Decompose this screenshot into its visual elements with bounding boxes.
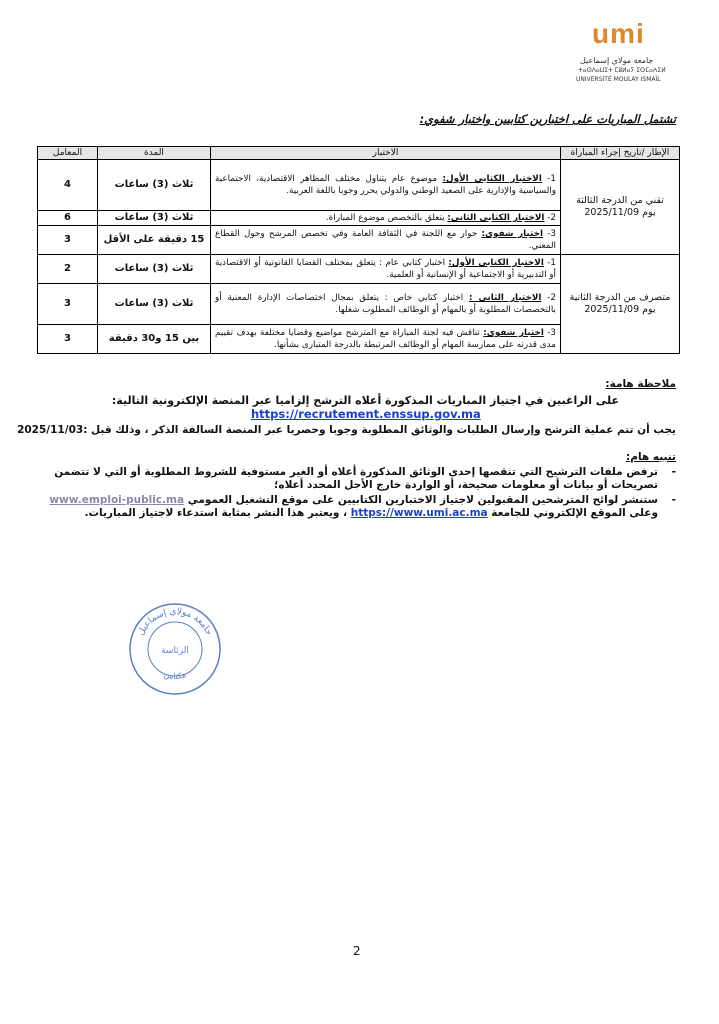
exam-title: الاختبار الثاني : [468, 293, 542, 303]
stamp-top-text: جامعة مولاي إسماعيل [136, 606, 214, 638]
logo-french-name: UNIVERSITÉ MOULAY ISMAÏL [576, 76, 661, 83]
exam-title: اختبار شفوي: [481, 229, 543, 239]
exam-cell [211, 160, 561, 211]
duration-cell: ثلاث (3) ساعات [98, 284, 211, 325]
logo-tifinagh-name: ⵜⴰⵙⴷⴰⵡⵉⵜ ⵎⵓⵍⴰⵢ ⵉⵙⵎⴰⵄⵉⵍ [578, 67, 666, 74]
bullet-text [36, 494, 658, 520]
logo-arabic-name: جامعة مولاي إسماعيل [580, 56, 654, 65]
umi-website-link[interactable]: https://www.umi.ac.ma [350, 507, 488, 519]
exam-number: 3- [547, 229, 557, 239]
bullet2-text-a: ستنشر لوائح المترشحين المقبولين لاجتياز الاختبارين الكتابيين على موقع التشغيل العمومي [187, 494, 658, 506]
official-stamp [128, 602, 222, 696]
table-row [38, 160, 680, 211]
warning-bullet-2 [36, 494, 676, 520]
exam-number: 2- [547, 293, 556, 303]
header-frame: الإطار /تاريخ إجراء المباراة [561, 147, 680, 160]
page-number: 2 [353, 944, 361, 958]
frame-title: تقني من الدرجة الثالثة [576, 195, 664, 206]
exam-description: تناقش فيه لجنة المباراة مع المترشح مواضيع وقضايا مختلفة بهدف تقييم مدى قدرته على ممارسة المهام أو الوظائف المرتبطة بالدرجة المتبارى بشأنها. [215, 328, 556, 350]
duration-cell: ثلاث (3) ساعات [98, 211, 211, 226]
exam-cell [211, 226, 561, 255]
exam-description: حوار مع اللجنة في الثقافة العامة وفي تخصص المرشح وحول القطاع المعني. [215, 229, 556, 251]
bullet2-text-c: ، ويعتبر هذا النشر بمثابة استدعاء لاجتياز المباريات. [84, 507, 348, 519]
exam-title: اختبار شفوي: [483, 328, 544, 338]
exam-cell [211, 211, 561, 226]
duration-cell: 15 دقيقة على الأقل [98, 226, 211, 255]
stamp-mid-text: الرئاسة [161, 646, 189, 656]
exam-cell [211, 255, 561, 284]
coefficient-cell: 6 [38, 211, 98, 226]
frame-date: يوم 2025/11/09 [584, 207, 656, 218]
coefficient-cell: 2 [38, 255, 98, 284]
exam-number: 2- [547, 213, 556, 223]
bullet-text: ترفض ملفات الترشيح التي تنقصها إحدى الوثائق المذكورة أعلاه أو الغير مستوفية للشروط المطلوبة أو التي لا تتضمن تصريحات أو بيانات أو معلومات صحيحة، أو الواردة خارج الأجل المحدد أعلاه؛ [54, 466, 658, 491]
note-line1: على الراغبين في اجتياز المباريات المذكورة أعلاه الترشح إلزاميا عبر المنصة الإلكترونية التالية: [111, 394, 619, 407]
frame-date: يوم 2025/11/09 [584, 304, 656, 315]
frame-title: متصرف من الدرجة الثانية [569, 292, 671, 303]
warning-heading: تنبيه هام: [626, 451, 676, 463]
note-deadline-line: يجب أن تتم عملية الترشح وإرسال الطلبات والوثائق المطلوبة وجوبا وحصريا عبر المنصة السالفة الذكر ، وذلك قبل :2025/11/03 [17, 424, 676, 436]
exam-title: الاختبار الكتابي الأول: [442, 174, 542, 184]
frame-cell [561, 255, 680, 354]
exam-title: الاختبار الكتابي الأول: [448, 258, 544, 268]
exam-number: 3- [547, 328, 557, 338]
exams-table [37, 146, 680, 354]
university-logo [560, 18, 680, 83]
table-header-row [38, 147, 680, 160]
intro-heading: تشتمل المباريات على اختبارين كتابيين واختبار شفوي: [419, 112, 676, 126]
bullet-dash: - [671, 494, 676, 506]
duration-cell: بين 15 و30 دقيقة [98, 325, 211, 354]
coefficient-cell: 4 [38, 160, 98, 211]
exam-number: 1- [547, 258, 557, 268]
exam-description: اختبار كتابي عام : يتعلق بمختلف القضايا القانونية أو الاقتصادية أو التدبيرية أو الاجتماعية أو الإنسانية أو العلمية. [215, 258, 556, 280]
umi-logo-mark: umi [592, 18, 645, 49]
exam-cell [211, 284, 561, 325]
exam-cell [211, 325, 561, 354]
duration-cell: ثلاث (3) ساعات [98, 160, 211, 211]
exam-description: موضوع عام يتناول مختلف المظاهر الاقتصادية، الاجتماعية والسياسية والإدارية على الصعيد الوطني والدولي يحرر وجوبا باللغة العربية. [215, 174, 556, 196]
duration-cell: ثلاث (3) ساعات [98, 255, 211, 284]
bullet2-text-b: وعلى الموقع الإلكتروني للجامعة [491, 507, 658, 519]
coefficient-cell: 3 [38, 284, 98, 325]
stamp-bottom-text: مكناس [163, 670, 188, 682]
recruitment-platform-link[interactable]: https://recrutement.enssup.gov.ma [251, 407, 481, 421]
coefficient-cell: 3 [38, 325, 98, 354]
exam-description: اختبار كتابي خاص : يتعلق بمجال اختصاصات الإدارة المعنية أو بالتخصصات المطلوبة أو بالمهام أو الوظائف المطلوب شغلها. [215, 293, 556, 315]
note-heading: ملاحظة هامة: [605, 378, 676, 390]
bullet-dash: - [671, 466, 676, 478]
warning-bullet-1 [36, 466, 676, 492]
header-exam: الاختبار [211, 147, 561, 160]
exam-description: يتعلق بالتخصص موضوع المباراة. [325, 213, 445, 223]
emploi-public-link[interactable]: www.emploi-public.ma [49, 494, 185, 506]
header-duration: المدة [98, 147, 211, 160]
exam-title: الاختبار الكتابي الثاني: [447, 213, 545, 223]
coefficient-cell: 3 [38, 226, 98, 255]
table-row [38, 255, 680, 284]
frame-cell [561, 160, 680, 255]
header-coefficient: المعامل [38, 147, 98, 160]
exam-number: 1- [547, 174, 557, 184]
